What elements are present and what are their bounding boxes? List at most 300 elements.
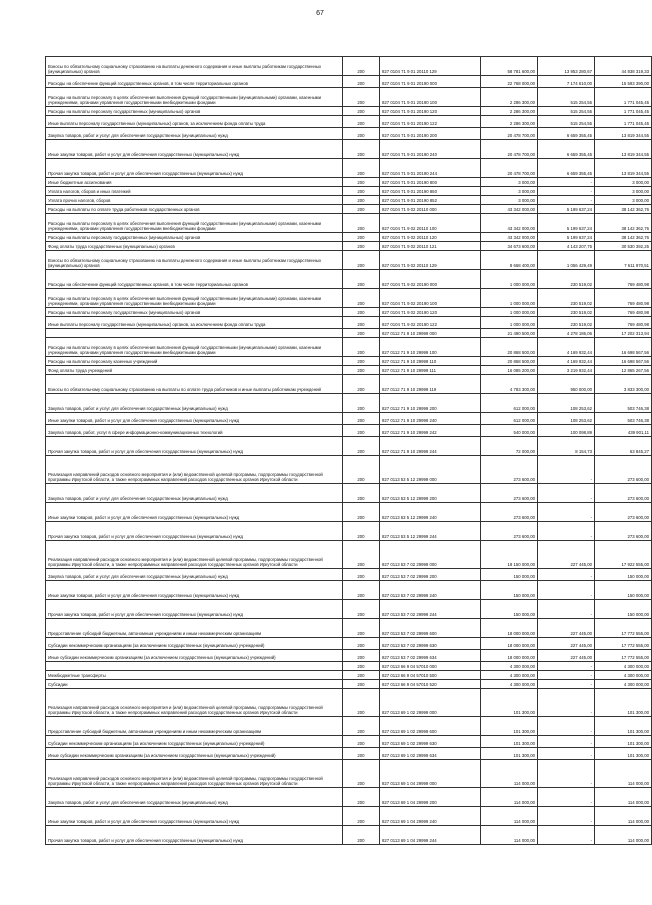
table-row: [46, 338, 652, 357]
row-executed-cell: 6 659 355,45: [538, 128, 595, 140]
row-kbk-cell: 827 0113 53 7 02 29999 634: [380, 650, 481, 662]
row-name-cell: Расходы на выплаты персоналу в целях обеспечения выполнения функций государственными (муниципальными) органами, казенными учреждениями, органами управления государственными внебюджетными фондами: [46, 214, 343, 233]
row-kbk-cell: 827 0104 71 9 02 20190 100: [380, 289, 481, 308]
table-row: [46, 650, 652, 662]
table-row: [46, 242, 652, 251]
row-executed-cell: -: [538, 196, 595, 205]
row-code-cell: 200: [343, 807, 380, 826]
row-remaining-cell: 17 772 555,00: [595, 638, 652, 650]
row-remaining-cell: 769 480,98: [595, 289, 652, 308]
row-code-cell: 200: [343, 289, 380, 308]
row-kbk-cell: 827 0113 69 1 04 29999 200: [380, 788, 481, 807]
row-kbk-cell: 827 0104 71 9 01 20190 800: [380, 178, 481, 187]
row-kbk-cell: 827 0113 53 7 02 29999 000: [380, 541, 481, 569]
table-row: [46, 233, 652, 242]
row-name-cell: Расходы на выплаты персоналу в целях обеспечения выполнения функций государственными (муниципальными) органами, казенными учреждениями, органами управления государственными внебюджетными фондами: [46, 88, 343, 107]
row-executed-cell: 230 519,02: [538, 289, 595, 308]
row-remaining-cell: 15 593 390,00: [595, 76, 652, 88]
row-code-cell: 200: [343, 76, 380, 88]
row-approved-cell: 22 768 000,00: [481, 76, 538, 88]
row-code-cell: 200: [343, 788, 380, 807]
row-executed-cell: 100 098,89: [538, 425, 595, 437]
row-name-cell: Расходы на обеспечение функций государственных органов, в том числе территориальных органов: [46, 76, 343, 88]
table-row: [46, 375, 652, 394]
table-row: [46, 807, 652, 826]
row-approved-cell: 101 300,00: [481, 689, 538, 717]
row-approved-cell: 150 000,00: [481, 569, 538, 581]
row-name-cell: Прочая закупка товаров, работ и услуг для обеспечения государственных (муниципальных) нужд: [46, 522, 343, 541]
table-row: [46, 394, 652, 413]
table-row: [46, 662, 652, 671]
row-name-cell: [46, 662, 343, 671]
row-executed-cell: 227 445,00: [538, 638, 595, 650]
row-remaining-cell: 150 000,00: [595, 569, 652, 581]
row-code-cell: 200: [343, 308, 380, 317]
row-remaining-cell: 503 746,38: [595, 413, 652, 425]
row-approved-cell: 2 286 300,00: [481, 88, 538, 107]
row-code-cell: 200: [343, 456, 380, 484]
row-code-cell: 200: [343, 159, 380, 178]
row-remaining-cell: 13 819 344,55: [595, 140, 652, 159]
row-approved-cell: 3 000,00: [481, 196, 538, 205]
table-row: [46, 329, 652, 338]
row-code-cell: 200: [343, 413, 380, 425]
table-row: [46, 788, 652, 807]
row-executed-cell: 5 199 637,24: [538, 233, 595, 242]
row-remaining-cell: 63 845,27: [595, 437, 652, 456]
row-remaining-cell: 1 771 045,45: [595, 107, 652, 116]
row-code-cell: 200: [343, 357, 380, 366]
row-remaining-cell: 101 300,00: [595, 689, 652, 717]
row-name-cell: Прочая закупка товаров, работ и услуг для обеспечения государственных (муниципальных) нужд: [46, 826, 343, 845]
table-row: [46, 541, 652, 569]
row-kbk-cell: 827 0104 71 9 01 20190 000: [380, 76, 481, 88]
row-kbk-cell: 827 0113 53 7 02 29999 630: [380, 638, 481, 650]
row-approved-cell: 4 300 000,00: [481, 662, 538, 671]
row-approved-cell: 4 300 000,00: [481, 680, 538, 689]
row-kbk-cell: 827 0113 69 1 02 29999 630: [380, 736, 481, 748]
row-code-cell: 200: [343, 251, 380, 270]
row-approved-cell: 4 783 300,00: [481, 375, 538, 394]
row-executed-cell: 7 174 610,00: [538, 76, 595, 88]
row-name-cell: Прочая закупка товаров, работ и услуг для обеспечения государственных (муниципальных) нужд: [46, 600, 343, 619]
row-code-cell: 200: [343, 116, 380, 128]
row-name-cell: Расходы на выплаты персоналу в целях обеспечения выполнения функций государственными (муниципальными) органами, казенными учреждениями, органами управления государственными внебюджетными фондами: [46, 338, 343, 357]
table-row: [46, 251, 652, 270]
row-executed-cell: -: [538, 187, 595, 196]
row-kbk-cell: 827 0104 71 9 02 20110 121: [380, 242, 481, 251]
row-kbk-cell: 827 0113 69 1 04 29999 240: [380, 807, 481, 826]
row-name-cell: Иные бюджетные ассигнования: [46, 178, 343, 187]
row-name-cell: Иные закупки товаров, работ и услуг для обеспечения государственных (муниципальных) нужд: [46, 807, 343, 826]
row-name-cell: Взносы по обязательному социальному страхованию на выплаты денежного содержания и иные выплаты работникам государственных (муниципальных) органов: [46, 57, 343, 76]
row-approved-cell: 18 000 000,00: [481, 619, 538, 638]
row-kbk-cell: 827 0113 53 5 12 29999 244: [380, 522, 481, 541]
row-kbk-cell: 827 0113 66 9 04 57010 500: [380, 671, 481, 680]
row-remaining-cell: 1 771 045,45: [595, 88, 652, 107]
row-remaining-cell: 503 746,38: [595, 394, 652, 413]
row-code-cell: 200: [343, 242, 380, 251]
row-name-cell: Взносы по обязательному социальному страхованию на выплаты денежного содержания и иные выплаты работникам государственных (муниципальных) органов: [46, 251, 343, 270]
table-row: [46, 503, 652, 522]
table-row: [46, 748, 652, 760]
row-code-cell: 200: [343, 57, 380, 76]
row-executed-cell: 4 143 207,75: [538, 242, 595, 251]
row-executed-cell: 4 169 932,44: [538, 357, 595, 366]
row-code-cell: 200: [343, 375, 380, 394]
row-kbk-cell: 827 0113 53 7 02 29999 240: [380, 581, 481, 600]
row-executed-cell: 108 253,62: [538, 394, 595, 413]
row-approved-cell: 34 673 600,00: [481, 242, 538, 251]
row-executed-cell: 230 519,02: [538, 308, 595, 317]
row-remaining-cell: 3 000,00: [595, 178, 652, 187]
row-executed-cell: 5 199 637,24: [538, 214, 595, 233]
row-executed-cell: 230 519,02: [538, 270, 595, 289]
table-row: [46, 638, 652, 650]
row-remaining-cell: 13 819 344,55: [595, 159, 652, 178]
row-code-cell: 200: [343, 736, 380, 748]
row-remaining-cell: 3 833 300,00: [595, 375, 652, 394]
row-code-cell: 200: [343, 760, 380, 788]
row-kbk-cell: 827 0104 71 9 01 20190 244: [380, 159, 481, 178]
table-row: [46, 178, 652, 187]
table-row: [46, 581, 652, 600]
table-row: [46, 600, 652, 619]
row-kbk-cell: 827 0104 71 9 01 20190 850: [380, 187, 481, 196]
row-code-cell: 200: [343, 187, 380, 196]
row-kbk-cell: 827 0104 71 9 02 20110 129: [380, 251, 481, 270]
row-approved-cell: 18 150 000,00: [481, 541, 538, 569]
row-code-cell: 200: [343, 689, 380, 717]
row-executed-cell: -: [538, 456, 595, 484]
table-row: [46, 107, 652, 116]
row-code-cell: 200: [343, 178, 380, 187]
row-approved-cell: 3 000,00: [481, 187, 538, 196]
row-kbk-cell: 827 0104 71 9 01 20110 129: [380, 57, 481, 76]
row-kbk-cell: 827 0104 71 9 02 20190 122: [380, 317, 481, 329]
row-code-cell: 200: [343, 717, 380, 736]
row-kbk-cell: 827 0112 71 9 10 29999 100: [380, 338, 481, 357]
row-kbk-cell: 827 0112 71 9 10 29999 119: [380, 375, 481, 394]
row-approved-cell: 101 300,00: [481, 717, 538, 736]
row-name-cell: Иные закупки товаров, работ и услуг для обеспечения государственных (муниципальных) нужд: [46, 503, 343, 522]
row-executed-cell: 5 199 637,24: [538, 205, 595, 214]
row-approved-cell: 2 286 300,00: [481, 107, 538, 116]
table-row: [46, 140, 652, 159]
row-kbk-cell: 827 0113 53 7 02 29999 600: [380, 619, 481, 638]
row-approved-cell: 1 000 000,00: [481, 308, 538, 317]
row-executed-cell: -: [538, 689, 595, 717]
row-name-cell: Межбюджетные трансферты: [46, 671, 343, 680]
row-code-cell: 200: [343, 522, 380, 541]
row-name-cell: Закупка товаров, работ и услуг для обеспечения государственных (муниципальных) нужд: [46, 394, 343, 413]
row-executed-cell: -: [538, 662, 595, 671]
row-kbk-cell: 827 0113 53 5 12 29999 240: [380, 503, 481, 522]
row-name-cell: Иные выплаты персоналу государственных (муниципальных) органов, за исключением фонда оплаты труда: [46, 116, 343, 128]
row-approved-cell: 20 868 500,00: [481, 357, 538, 366]
row-approved-cell: 273 600,00: [481, 484, 538, 503]
row-approved-cell: 150 000,00: [481, 600, 538, 619]
row-name-cell: Предоставление субсидий бюджетным, автономным учреждениям и иным некоммерческим организациям: [46, 717, 343, 736]
row-approved-cell: 114 000,00: [481, 788, 538, 807]
table-row: [46, 214, 652, 233]
table-body: [46, 57, 652, 845]
row-remaining-cell: 17 772 555,00: [595, 650, 652, 662]
row-kbk-cell: 827 0112 71 9 10 29999 111: [380, 366, 481, 375]
row-remaining-cell: 1 771 045,45: [595, 116, 652, 128]
row-approved-cell: 20 478 700,00: [481, 128, 538, 140]
row-kbk-cell: 827 0112 71 9 10 29999 244: [380, 437, 481, 456]
row-remaining-cell: 44 838 319,33: [595, 57, 652, 76]
row-name-cell: Расходы на выплаты по оплате труда работников государственных органов: [46, 205, 343, 214]
row-code-cell: 200: [343, 425, 380, 437]
row-executed-cell: -: [538, 484, 595, 503]
row-code-cell: 200: [343, 205, 380, 214]
row-code-cell: 200: [343, 317, 380, 329]
row-code-cell: 200: [343, 662, 380, 671]
row-remaining-cell: 101 300,00: [595, 717, 652, 736]
row-code-cell: 200: [343, 503, 380, 522]
row-kbk-cell: 827 0104 71 9 02 20110 000: [380, 205, 481, 214]
row-remaining-cell: 38 142 362,76: [595, 205, 652, 214]
row-approved-cell: 101 300,00: [481, 748, 538, 760]
row-approved-cell: 612 000,00: [481, 394, 538, 413]
row-remaining-cell: 17 922 555,00: [595, 541, 652, 569]
row-kbk-cell: 827 0113 69 1 02 29999 000: [380, 689, 481, 717]
row-name-cell: Фонд оплаты труда учреждений: [46, 366, 343, 375]
row-name-cell: Реализация направлений расходов основного мероприятия и (или) ведомственной целевой программы, подпрограммы государственной программы Иркутской области, а также непрограммных направлений расходов государственных органов Иркутской области: [46, 760, 343, 788]
budget-execution-table: [45, 56, 652, 845]
table-row: [46, 317, 652, 329]
row-name-cell: Уплата налогов, сборов и иных платежей: [46, 187, 343, 196]
row-remaining-cell: 273 600,00: [595, 522, 652, 541]
row-approved-cell: 21 490 500,00: [481, 329, 538, 338]
row-executed-cell: 950 000,00: [538, 375, 595, 394]
row-executed-cell: 1 056 429,49: [538, 251, 595, 270]
table-row: [46, 425, 652, 437]
row-executed-cell: 227 445,00: [538, 650, 595, 662]
row-code-cell: 200: [343, 128, 380, 140]
row-approved-cell: 273 600,00: [481, 503, 538, 522]
row-remaining-cell: 4 300 000,00: [595, 671, 652, 680]
row-executed-cell: 108 253,62: [538, 413, 595, 425]
row-executed-cell: 4 278 186,06: [538, 329, 595, 338]
table-row: [46, 308, 652, 317]
row-kbk-cell: 827 0113 53 5 12 29999 000: [380, 456, 481, 484]
row-name-cell: Уплата прочих налогов, сборов: [46, 196, 343, 205]
row-name-cell: Иные закупки товаров, работ и услуг для обеспечения государственных (муниципальных) нужд: [46, 140, 343, 159]
row-approved-cell: 1 000 000,00: [481, 270, 538, 289]
row-kbk-cell: 827 0113 69 1 04 29999 244: [380, 826, 481, 845]
row-name-cell: Расходы на выплаты персоналу государственных (муниципальных) органов: [46, 107, 343, 116]
row-remaining-cell: 101 300,00: [595, 736, 652, 748]
row-remaining-cell: 30 530 392,25: [595, 242, 652, 251]
row-name-cell: Реализация направлений расходов основного мероприятия и (или) ведомственной целевой программы, подпрограммы государственной программы Иркутской области, а также непрограммных направлений расходов государственных органов Иркутской области: [46, 456, 343, 484]
row-remaining-cell: 114 000,00: [595, 807, 652, 826]
row-executed-cell: -: [538, 569, 595, 581]
row-executed-cell: -: [538, 760, 595, 788]
row-name-cell: Предоставление субсидий бюджетным, автономным учреждениям и иным некоммерческим организациям: [46, 619, 343, 638]
row-kbk-cell: 827 0112 71 9 10 29999 000: [380, 329, 481, 338]
row-executed-cell: -: [538, 178, 595, 187]
row-code-cell: 200: [343, 366, 380, 375]
row-executed-cell: -: [538, 826, 595, 845]
row-code-cell: 200: [343, 638, 380, 650]
table-row: [46, 128, 652, 140]
row-executed-cell: -: [538, 736, 595, 748]
row-executed-cell: -: [538, 717, 595, 736]
row-remaining-cell: 273 600,00: [595, 503, 652, 522]
table-row: [46, 159, 652, 178]
table-row: [46, 88, 652, 107]
table-row: [46, 289, 652, 308]
row-approved-cell: 18 000 000,00: [481, 638, 538, 650]
row-name-cell: Взносы по обязательному социальному страхованию на выплаты по оплате труда работников и иные выплаты работникам учреждений: [46, 375, 343, 394]
row-executed-cell: 6 659 355,45: [538, 159, 595, 178]
row-approved-cell: 114 000,00: [481, 760, 538, 788]
row-executed-cell: 515 254,55: [538, 107, 595, 116]
row-name-cell: Реализация направлений расходов основного мероприятия и (или) ведомственной целевой программы, подпрограммы государственной программы Иркутской области, а также непрограммных направлений расходов государственных органов Иркутской области: [46, 541, 343, 569]
row-remaining-cell: 114 000,00: [595, 826, 652, 845]
row-remaining-cell: 17 202 313,94: [595, 329, 652, 338]
row-name-cell: Закупка товаров, работ, услуг в сфере информационно-коммуникационных технологий: [46, 425, 343, 437]
row-approved-cell: 1 000 000,00: [481, 317, 538, 329]
row-executed-cell: -: [538, 581, 595, 600]
row-remaining-cell: 114 000,00: [595, 788, 652, 807]
row-code-cell: 200: [343, 196, 380, 205]
row-kbk-cell: 827 0104 71 9 02 20190 120: [380, 308, 481, 317]
row-name-cell: Расходы на выплаты персоналу в целях обеспечения выполнения функций государственными (муниципальными) органами, казенными учреждениями, органами управления государственными внебюджетными фондами: [46, 289, 343, 308]
row-code-cell: 200: [343, 541, 380, 569]
row-code-cell: 200: [343, 338, 380, 357]
row-approved-cell: 150 000,00: [481, 581, 538, 600]
row-kbk-cell: 827 0113 53 5 12 29999 200: [380, 484, 481, 503]
table-row: [46, 689, 652, 717]
table-row: [46, 76, 652, 88]
row-executed-cell: 227 445,00: [538, 541, 595, 569]
row-code-cell: 200: [343, 581, 380, 600]
table-row: [46, 569, 652, 581]
row-approved-cell: 20 478 700,00: [481, 159, 538, 178]
row-kbk-cell: 827 0113 53 7 02 29999 244: [380, 600, 481, 619]
row-approved-cell: 3 000,00: [481, 178, 538, 187]
row-approved-cell: 8 668 400,00: [481, 251, 538, 270]
row-name-cell: Расходы на выплаты персоналу казенных учреждений: [46, 357, 343, 366]
row-approved-cell: 612 000,00: [481, 413, 538, 425]
row-remaining-cell: 38 142 362,76: [595, 214, 652, 233]
row-executed-cell: -: [538, 680, 595, 689]
row-kbk-cell: 827 0104 71 9 02 20110 100: [380, 214, 481, 233]
table-row: [46, 366, 652, 375]
row-kbk-cell: 827 0112 71 9 10 29999 200: [380, 394, 481, 413]
row-kbk-cell: 827 0104 71 9 01 20190 122: [380, 116, 481, 128]
table-row: [46, 736, 652, 748]
row-remaining-cell: 13 819 344,55: [595, 128, 652, 140]
page-number: 67: [316, 10, 324, 17]
row-kbk-cell: 827 0112 71 9 10 29999 242: [380, 425, 481, 437]
table-row: [46, 196, 652, 205]
row-remaining-cell: 16 698 567,56: [595, 357, 652, 366]
row-remaining-cell: 16 698 567,56: [595, 338, 652, 357]
row-approved-cell: 540 000,00: [481, 425, 538, 437]
row-code-cell: 200: [343, 680, 380, 689]
row-executed-cell: 3 219 932,44: [538, 366, 595, 375]
table-row: [46, 437, 652, 456]
row-approved-cell: 43 342 000,00: [481, 205, 538, 214]
row-kbk-cell: 827 0104 71 9 01 20190 852: [380, 196, 481, 205]
row-code-cell: 200: [343, 600, 380, 619]
row-executed-cell: 515 254,55: [538, 88, 595, 107]
row-code-cell: 200: [343, 394, 380, 413]
row-executed-cell: 13 953 280,67: [538, 57, 595, 76]
row-approved-cell: 43 342 000,00: [481, 233, 538, 242]
row-remaining-cell: 150 000,00: [595, 600, 652, 619]
table-row: [46, 826, 652, 845]
row-executed-cell: -: [538, 807, 595, 826]
table-row: [46, 57, 652, 76]
row-name-cell: Субсидии: [46, 680, 343, 689]
row-name-cell: Иные субсидии некоммерческим организациям (за исключением государственных (муниципальных) учреждений): [46, 650, 343, 662]
table-row: [46, 187, 652, 196]
row-remaining-cell: 4 300 000,00: [595, 662, 652, 671]
row-approved-cell: 101 300,00: [481, 736, 538, 748]
table-row: [46, 680, 652, 689]
row-executed-cell: 8 154,73: [538, 437, 595, 456]
row-remaining-cell: 769 480,98: [595, 317, 652, 329]
row-code-cell: 200: [343, 826, 380, 845]
row-kbk-cell: 827 0104 71 9 01 20190 240: [380, 140, 481, 159]
row-remaining-cell: 114 000,00: [595, 760, 652, 788]
row-code-cell: 200: [343, 214, 380, 233]
row-name-cell: Закупка товаров, работ и услуг для обеспечения государственных (муниципальных) нужд: [46, 788, 343, 807]
row-kbk-cell: 827 0113 66 9 04 57010 000: [380, 662, 481, 671]
row-name-cell: Прочая закупка товаров, работ и услуг для обеспечения государственных (муниципальных) нужд: [46, 437, 343, 456]
table-row: [46, 270, 652, 289]
row-code-cell: 200: [343, 107, 380, 116]
row-name-cell: Закупка товаров, работ и услуг для обеспечения государственных (муниципальных) нужд: [46, 569, 343, 581]
row-name-cell: Закупка товаров, работ и услуг для обеспечения государственных (муниципальных) нужд: [46, 484, 343, 503]
row-approved-cell: 2 286 300,00: [481, 116, 538, 128]
row-name-cell: [46, 329, 343, 338]
row-approved-cell: 114 000,00: [481, 826, 538, 845]
row-approved-cell: 58 781 600,00: [481, 57, 538, 76]
row-approved-cell: 4 300 000,00: [481, 671, 538, 680]
row-name-cell: Фонд оплаты труда государственных (муниципальных) органов: [46, 242, 343, 251]
row-name-cell: Иные субсидии некоммерческим организациям (за исключением государственных (муниципальных) учреждений): [46, 748, 343, 760]
row-name-cell: Расходы на выплаты персоналу государственных (муниципальных) органов: [46, 308, 343, 317]
row-remaining-cell: 17 772 555,00: [595, 619, 652, 638]
row-executed-cell: -: [538, 503, 595, 522]
row-code-cell: 200: [343, 619, 380, 638]
row-approved-cell: 43 342 000,00: [481, 214, 538, 233]
row-approved-cell: 273 600,00: [481, 456, 538, 484]
row-code-cell: 200: [343, 140, 380, 159]
row-executed-cell: 230 519,02: [538, 317, 595, 329]
row-executed-cell: 6 659 355,45: [538, 140, 595, 159]
table-row: [46, 619, 652, 638]
row-kbk-cell: 827 0113 53 7 02 29999 200: [380, 569, 481, 581]
table-row: [46, 717, 652, 736]
table-row: [46, 413, 652, 425]
table-row: [46, 116, 652, 128]
row-name-cell: Прочая закупка товаров, работ и услуг для обеспечения государственных (муниципальных) нужд: [46, 159, 343, 178]
row-name-cell: Иные выплаты персоналу государственных (муниципальных) органов, за исключением фонда оплаты труда: [46, 317, 343, 329]
row-kbk-cell: 827 0113 69 1 04 29999 000: [380, 760, 481, 788]
row-approved-cell: 72 000,00: [481, 437, 538, 456]
row-remaining-cell: 4 300 000,00: [595, 680, 652, 689]
row-executed-cell: 227 445,00: [538, 619, 595, 638]
row-kbk-cell: 827 0104 71 9 01 20190 100: [380, 88, 481, 107]
